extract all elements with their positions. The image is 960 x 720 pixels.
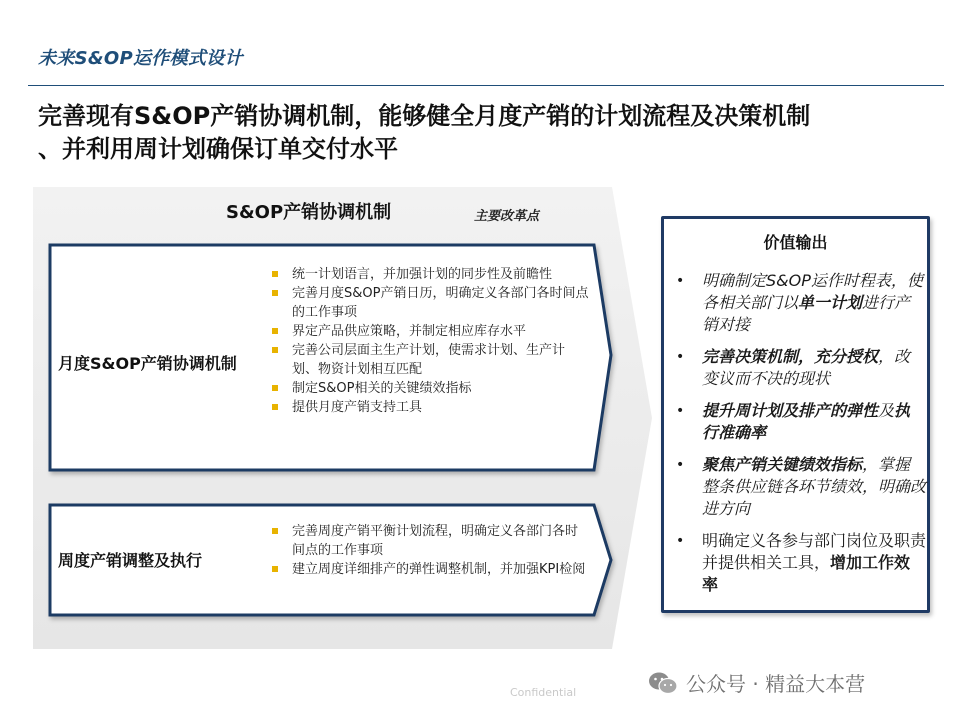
watermark-text: 公众号 · 精益大本营 (686, 672, 866, 696)
square-bullet-icon (272, 347, 278, 353)
square-bullet-icon (272, 290, 278, 296)
weekly-row-label: 周度产销调整及执行 (58, 551, 203, 570)
list-item: 完善月度S&OP产销日历，明确定义各部门各时间点的工作事项 (270, 284, 590, 322)
square-bullet-icon (272, 271, 278, 277)
list-item: 界定产品供应策略，并制定相应库存水平 (270, 322, 590, 341)
wechat-watermark (648, 668, 865, 697)
list-item: 制定S&OP相关的关键绩效指标 (270, 379, 590, 398)
monthly-row-label: 月度S&OP产销协调机制 (58, 354, 237, 373)
value-output-title: 价值输出 (763, 233, 828, 252)
panel-title: S&OP产销协调机制 (226, 202, 392, 223)
square-bullet-icon (272, 404, 278, 410)
square-bullet-icon (272, 528, 278, 534)
list-item: 提供月度产销支持工具 (270, 398, 590, 417)
value-output-list (676, 270, 926, 606)
reform-points-label: 主要改革点 (474, 209, 540, 224)
square-bullet-icon (272, 328, 278, 334)
page-header-title: 未来S&OP运作模式设计 (38, 48, 243, 69)
headline-line-1: 完善现有S&OP产销协调机制，能够健全月度产销的计划流程及决策机制 (38, 102, 811, 130)
list-item: • 完善决策机制，充分授权，改变议而不决的现状 (676, 347, 911, 388)
list-item: 统一计划语言，并加强计划的同步性及前瞻性 (270, 265, 590, 284)
list-item: 完善周度产销平衡计划流程，明确定义各部门各时间点的工作事项 (270, 522, 590, 560)
weekly-bullet-list (270, 522, 590, 579)
bullet-dot-icon: • (676, 533, 685, 549)
square-bullet-icon (272, 566, 278, 572)
wechat-icon (648, 671, 678, 695)
monthly-bullet-list (270, 265, 590, 417)
list-item: 建立周度详细排产的弹性调整机制，并加强KPI检阅 (270, 560, 590, 579)
confidential-label: Confidential (510, 686, 577, 699)
bullet-dot-icon: • (676, 457, 685, 473)
bullet-dot-icon: • (676, 273, 685, 289)
list-item: • 聚焦产销关键绩效指标，掌握整条供应链各环节绩效，明确改进方向 (676, 455, 927, 518)
square-bullet-icon (272, 385, 278, 391)
list-item: • 提升周计划及排产的弹性及执行准确率 (676, 401, 911, 442)
headline-line-2: 、并利用周计划确保订单交付水平 (38, 135, 398, 163)
list-item: • 明确定义各参与部门岗位及职责并提供相关工具，增加工作效率 (676, 531, 927, 594)
bullet-dot-icon: • (676, 403, 685, 419)
bullet-dot-icon: • (676, 349, 685, 365)
list-item: 完善公司层面主生产计划，使需求计划、生产计划、物资计划相互匹配 (270, 341, 590, 379)
list-item: • 明确制定S&OP运作时程表，使各相关部门以单一计划进行产销对接 (676, 271, 923, 334)
